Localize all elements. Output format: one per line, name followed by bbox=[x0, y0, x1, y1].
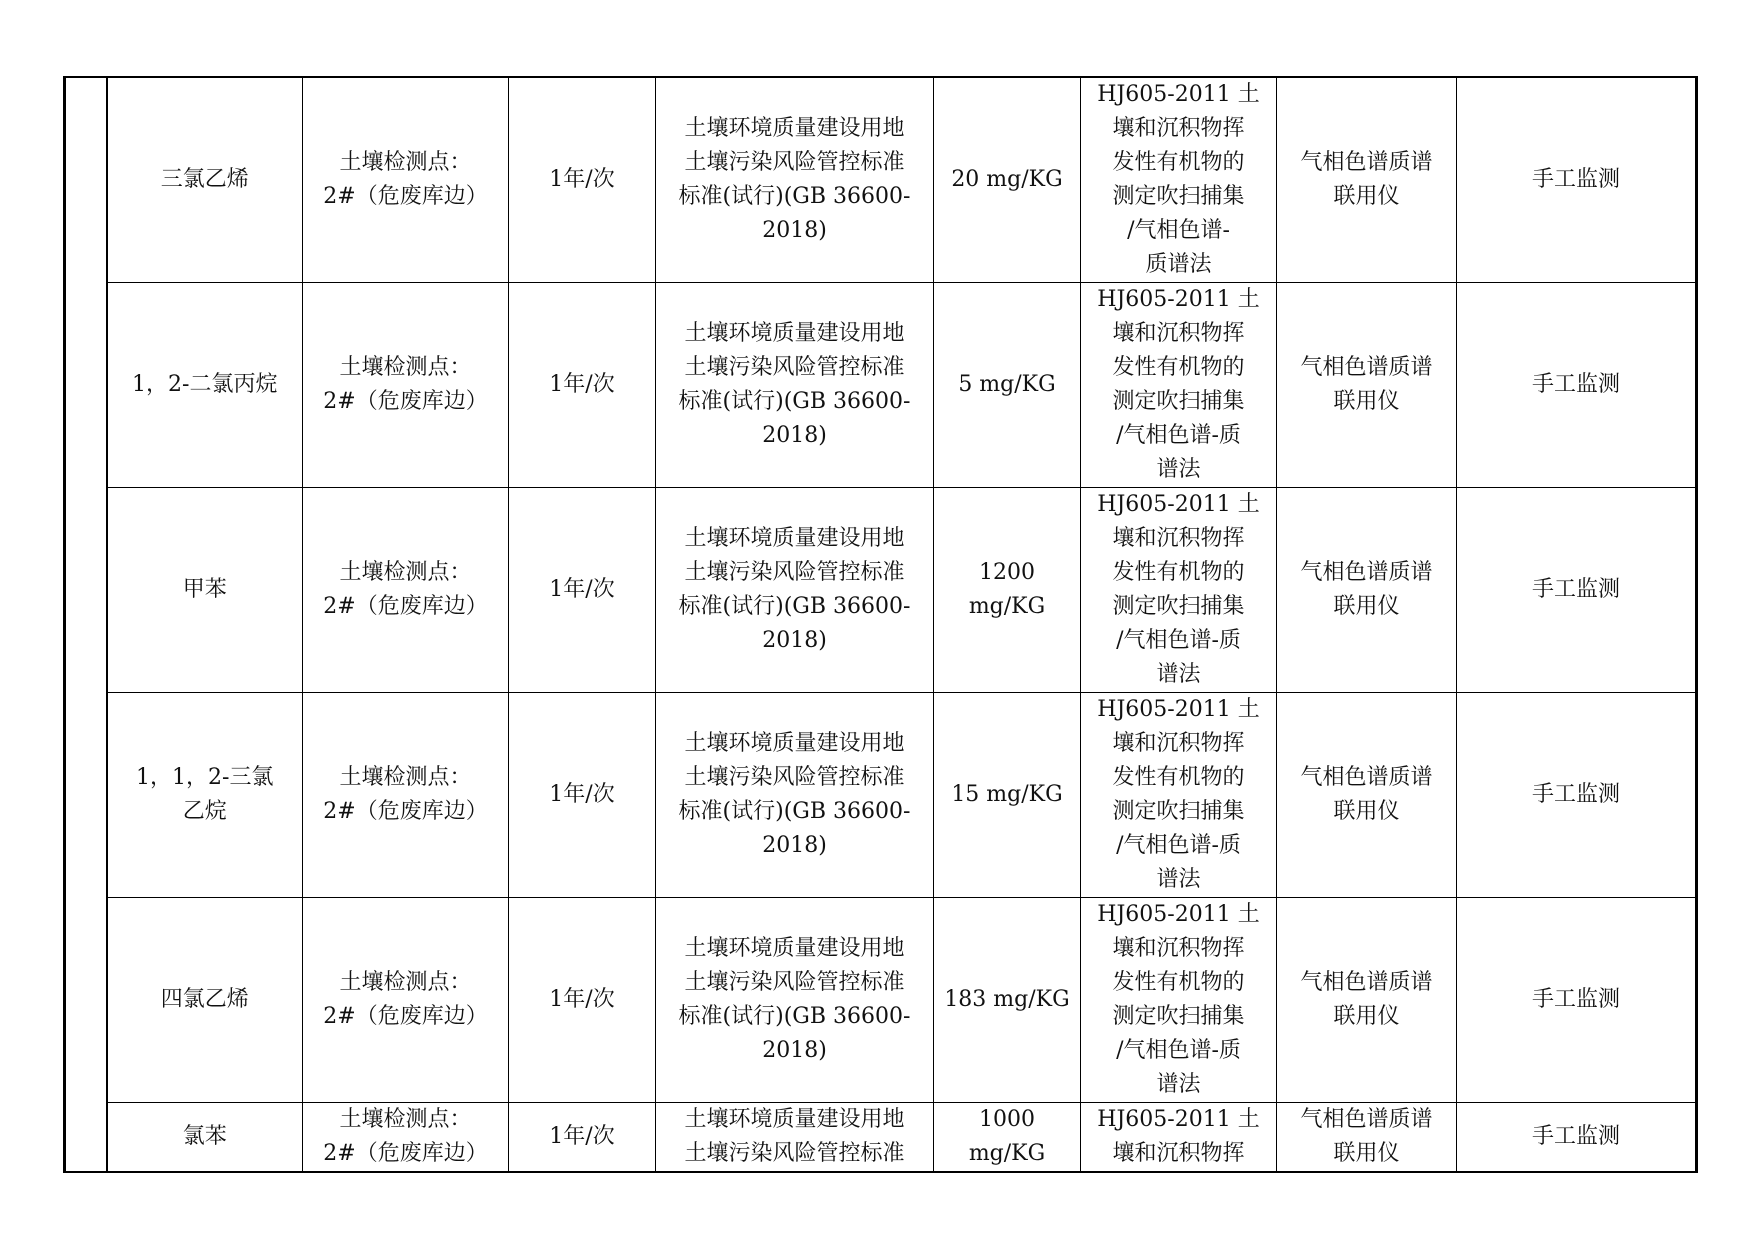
frequency-cell: 1年/次 bbox=[509, 283, 656, 488]
monitoring-point-cell: 土壤检测点： 2#（危废库边） bbox=[303, 1103, 509, 1173]
frequency-cell: 1年/次 bbox=[509, 1103, 656, 1173]
method-cell: HJ605-2011 土 壤和沉积物挥 发性有机物的 测定吹扫捕集 /气相色谱- 质谱法 bbox=[1081, 77, 1277, 283]
table-row bbox=[65, 693, 1697, 898]
pollutant-cell: 1，2-二氯丙烷 bbox=[107, 283, 303, 488]
monitoring-point-cell: 土壤检测点： 2#（危废库边） bbox=[303, 488, 509, 693]
instrument-cell: 气相色谱质谱 联用仪 bbox=[1277, 77, 1457, 283]
monitoring-mode-cell: 手工监测 bbox=[1457, 898, 1697, 1103]
method-cell: HJ605-2011 土 壤和沉积物挥 发性有机物的 测定吹扫捕集 /气相色谱-质 谱法 bbox=[1081, 693, 1277, 898]
monitoring-point-cell: 土壤检测点： 2#（危废库边） bbox=[303, 693, 509, 898]
standard-cell: 土壤环境质量建设用地 土壤污染风险管控标准 标准(试行)(GB 36600- 2018) bbox=[656, 283, 934, 488]
table-row bbox=[65, 488, 1697, 693]
limit-cell: 5 mg/KG bbox=[934, 283, 1081, 488]
limit-cell: 183 mg/KG bbox=[934, 898, 1081, 1103]
monitoring-mode-cell: 手工监测 bbox=[1457, 693, 1697, 898]
method-cell: HJ605-2011 土 壤和沉积物挥 发性有机物的 测定吹扫捕集 /气相色谱-质 谱法 bbox=[1081, 283, 1277, 488]
standard-cell: 土壤环境质量建设用地 土壤污染风险管控标准 标准(试行)(GB 36600- 2018) bbox=[656, 693, 934, 898]
monitoring-mode-cell: 手工监测 bbox=[1457, 488, 1697, 693]
frequency-cell: 1年/次 bbox=[509, 488, 656, 693]
monitoring-table bbox=[63, 76, 1698, 1173]
pollutant-cell: 三氯乙烯 bbox=[107, 77, 303, 283]
table-row bbox=[65, 1103, 1697, 1173]
method-cell: HJ605-2011 土 壤和沉积物挥 发性有机物的 测定吹扫捕集 /气相色谱-质 谱法 bbox=[1081, 898, 1277, 1103]
monitoring-point-cell: 土壤检测点： 2#（危废库边） bbox=[303, 898, 509, 1103]
frequency-cell: 1年/次 bbox=[509, 77, 656, 283]
frequency-cell: 1年/次 bbox=[509, 898, 656, 1103]
limit-cell: 1200 mg/KG bbox=[934, 488, 1081, 693]
instrument-cell: 气相色谱质谱 联用仪 bbox=[1277, 488, 1457, 693]
standard-cell: 土壤环境质量建设用地 土壤污染风险管控标准 标准(试行)(GB 36600- 2018) bbox=[656, 77, 934, 283]
instrument-cell: 气相色谱质谱 联用仪 bbox=[1277, 898, 1457, 1103]
instrument-cell: 气相色谱质谱 联用仪 bbox=[1277, 693, 1457, 898]
monitoring-point-cell: 土壤检测点： 2#（危废库边） bbox=[303, 77, 509, 283]
method-cell: HJ605-2011 土 壤和沉积物挥 bbox=[1081, 1103, 1277, 1173]
instrument-cell: 气相色谱质谱 联用仪 bbox=[1277, 1103, 1457, 1173]
table-row bbox=[65, 77, 1697, 283]
limit-cell: 15 mg/KG bbox=[934, 693, 1081, 898]
monitoring-mode-cell: 手工监测 bbox=[1457, 1103, 1697, 1173]
monitoring-mode-cell: 手工监测 bbox=[1457, 283, 1697, 488]
group-cell bbox=[65, 77, 107, 1172]
pollutant-cell: 1，1，2-三氯 乙烷 bbox=[107, 693, 303, 898]
limit-cell: 20 mg/KG bbox=[934, 77, 1081, 283]
monitoring-point-cell: 土壤检测点： 2#（危废库边） bbox=[303, 283, 509, 488]
frequency-cell: 1年/次 bbox=[509, 693, 656, 898]
method-cell: HJ605-2011 土 壤和沉积物挥 发性有机物的 测定吹扫捕集 /气相色谱-质 谱法 bbox=[1081, 488, 1277, 693]
standard-cell: 土壤环境质量建设用地 土壤污染风险管控标准 bbox=[656, 1103, 934, 1173]
standard-cell: 土壤环境质量建设用地 土壤污染风险管控标准 标准(试行)(GB 36600- 2018) bbox=[656, 898, 934, 1103]
instrument-cell: 气相色谱质谱 联用仪 bbox=[1277, 283, 1457, 488]
pollutant-cell: 甲苯 bbox=[107, 488, 303, 693]
pollutant-cell: 四氯乙烯 bbox=[107, 898, 303, 1103]
monitoring-mode-cell: 手工监测 bbox=[1457, 77, 1697, 283]
pollutant-cell: 氯苯 bbox=[107, 1103, 303, 1173]
limit-cell: 1000 mg/KG bbox=[934, 1103, 1081, 1173]
standard-cell: 土壤环境质量建设用地 土壤污染风险管控标准 标准(试行)(GB 36600- 2018) bbox=[656, 488, 934, 693]
table-row bbox=[65, 283, 1697, 488]
table-row bbox=[65, 898, 1697, 1103]
